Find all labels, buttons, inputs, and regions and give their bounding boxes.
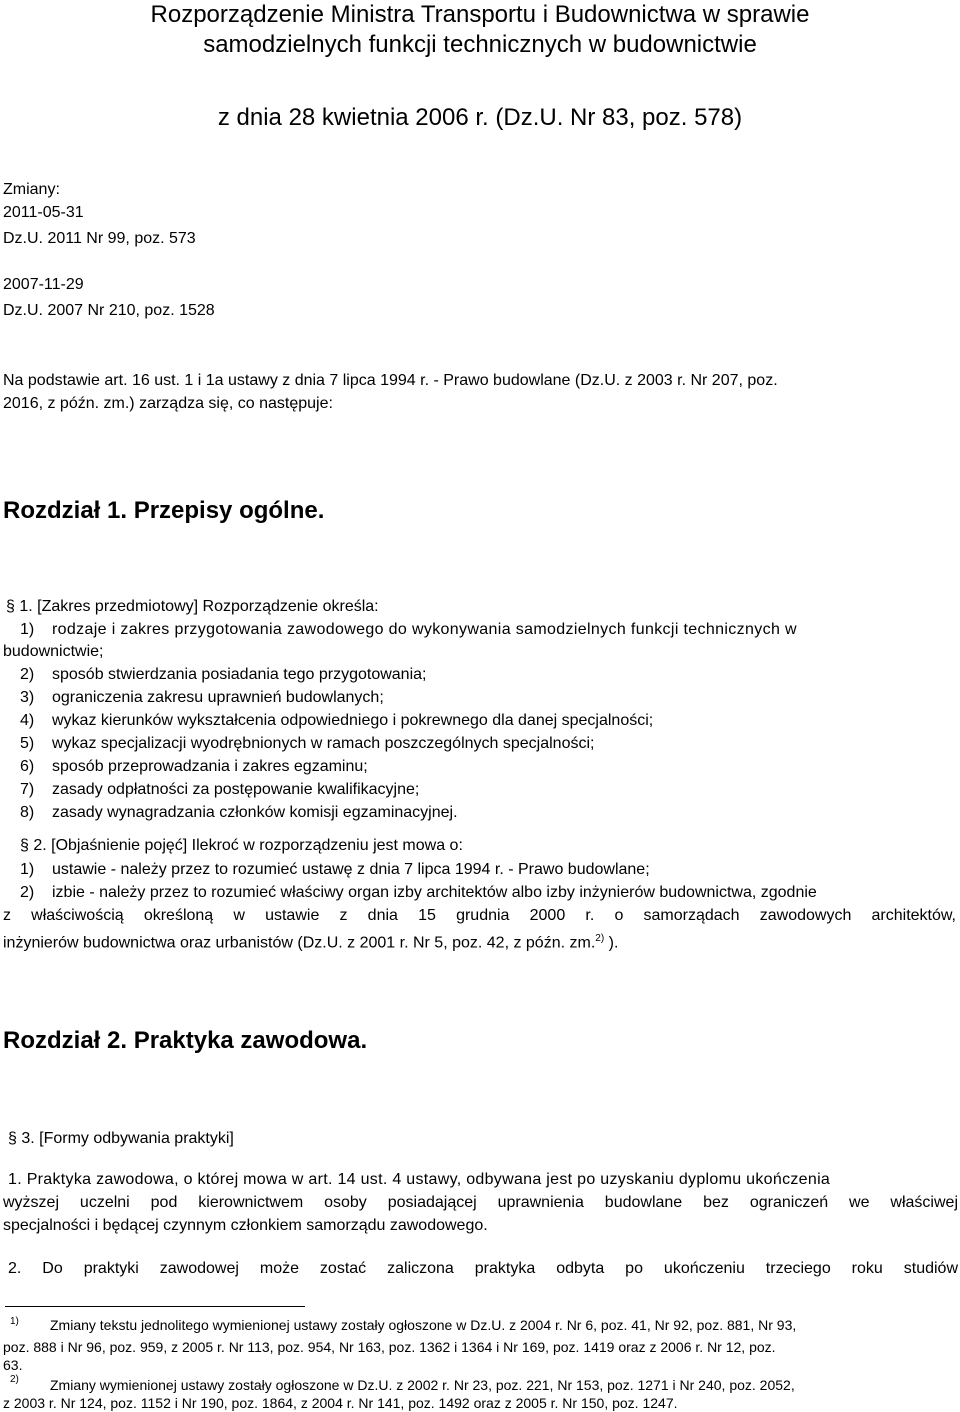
list-item-number: 1) xyxy=(20,621,35,638)
definition-item xyxy=(20,860,650,880)
footnote-text: Zmiany wymienionej ustawy zostały ogłoszone w Dz.U. z 2002 r. Nr 23, poz. 221, Nr 153, poz. 1271 i Nr 240, poz. 2052, xyxy=(50,1377,795,1393)
section-heading: § 1. [Zakres przedmiotowy] Rozporządzenie określa: xyxy=(6,598,379,615)
list-item-text: zasady wynagradzania członków komisji egzaminacyjnej. xyxy=(52,804,458,821)
list-item-text: zasady odpłatności za postępowanie kwalifikacyjne; xyxy=(52,781,420,798)
footnote-text: poz. 888 i Nr 96, poz. 959, z 2005 r. Nr 113, poz. 954, Nr 163, poz. 1362 i 1364 i Nr 169, poz. 1419 oraz z 2006 r. Nr 12, poz. xyxy=(3,1339,776,1355)
list-item xyxy=(20,620,957,640)
change-ref: Dz.U. 2011 Nr 99, poz. 573 xyxy=(3,230,196,247)
footnote-text: 63. xyxy=(3,1357,23,1373)
list-item xyxy=(20,780,419,800)
paragraph-line: specjalności i będącej czynnym członkiem samorządu zawodowego. xyxy=(3,1217,488,1234)
list-item-text: rodzaje i zakres przygotowania zawodowego do wykonywania samodzielnych funkcji technicznych w xyxy=(52,621,797,638)
preamble-line: Na podstawie art. 16 ust. 1 i 1a ustawy z dnia 7 lipca 1994 r. - Prawo budowlane (Dz.U. z 2003 r. Nr 207, poz. xyxy=(3,372,778,389)
list-item xyxy=(20,757,368,777)
definition-continuation: z właściwością określoną w ustawie z dnia 15 grudnia 2000 r. o samorządach zawodowych architektów, xyxy=(3,907,956,924)
list-item-number: 3) xyxy=(20,689,35,706)
list-item-number: 4) xyxy=(20,712,35,729)
footnote-mark: 1) xyxy=(10,1316,19,1327)
footnote-separator xyxy=(5,1306,305,1307)
list-item-number: 5) xyxy=(20,735,35,752)
list-item-text: sposób przeprowadzania i zakres egzaminu; xyxy=(52,758,368,775)
list-item xyxy=(20,803,458,823)
list-item xyxy=(20,734,594,754)
list-item-number: 2) xyxy=(20,884,35,901)
change-date: 2011-05-31 xyxy=(3,204,84,221)
document-title-line2: samodzielnych funkcji technicznych w budownictwie xyxy=(203,31,757,58)
footnote-ref[interactable]: 2) xyxy=(595,933,605,944)
footnote-mark: 2) xyxy=(10,1374,19,1385)
list-item-number: 8) xyxy=(20,804,35,821)
definition-text: izbie - należy przez to rozumieć właściwy organ izby architektów albo izby inżynierów budownictwa, zgodnie xyxy=(52,884,817,901)
definition-text: ustawie - należy przez to rozumieć ustawę z dnia 7 lipca 1994 r. - Prawo budowlane; xyxy=(52,861,650,878)
list-item-text: wykaz kierunków wykształcenia odpowiedniego i pokrewnego dla danej specjalności; xyxy=(52,712,654,729)
paragraph-line: wyższej uczelni pod kierownictwem osoby posiadającej uprawnienia budowlane bez ograniczeń we właściwej xyxy=(3,1194,958,1211)
definition-text: inżynierów budownictwa oraz urbanistów (Dz.U. z 2001 r. Nr 5, poz. 42, z późn. zm. xyxy=(3,934,596,952)
section-heading: § 2. [Objaśnienie pojęć] Ilekroć w rozporządzeniu jest mowa o: xyxy=(20,837,463,854)
change-date: 2007-11-29 xyxy=(3,276,84,293)
list-item xyxy=(20,665,426,685)
list-item-continuation: budownictwie; xyxy=(3,643,104,660)
paragraph-text: 1. Praktyka zawodowa, o której mowa w art. 14 ust. 4 ustawy, odbywana jest po uzyskaniu dyplomu ukończenia xyxy=(8,1171,831,1188)
chapter-heading: Rozdział 1. Przepisy ogólne. xyxy=(3,497,325,524)
list-item-number: 1) xyxy=(20,861,35,878)
footnote-marker xyxy=(10,1313,19,1334)
paragraph-line: 2. Do praktyki zawodowej może zostać zaliczona praktyka odbyta po ukończeniu trzeciego roku studiów xyxy=(8,1260,958,1277)
list-item xyxy=(20,711,653,731)
definition-item xyxy=(20,883,817,903)
footnote-text: Zmiany tekstu jednolitego wymienionej ustawy zostały ogłoszone w Dz.U. z 2004 r. Nr 6, poz. 41, Nr 92, poz. 881, Nr 93, xyxy=(50,1317,797,1333)
list-item-text: wykaz specjalizacji wyodrębnionych w ramach poszczególnych specjalności; xyxy=(52,735,595,752)
definition-text-end: ). xyxy=(604,934,619,952)
list-item-text: ograniczenia zakresu uprawnień budowlanych; xyxy=(52,689,384,706)
document-title-line1: Rozporządzenie Ministra Transportu i Budownictwa w sprawie xyxy=(150,1,810,28)
changes-label: Zmiany: xyxy=(3,181,60,198)
section-heading: § 3. [Formy odbywania praktyki] xyxy=(8,1130,234,1147)
definition-continuation xyxy=(3,929,618,953)
document-date: z dnia 28 kwietnia 2006 r. (Dz.U. Nr 83, poz. 578) xyxy=(217,104,743,131)
footnote-marker xyxy=(10,1371,19,1392)
change-ref: Dz.U. 2007 Nr 210, poz. 1528 xyxy=(3,302,215,319)
preamble-line: 2016, z późn. zm.) zarządza się, co następuje: xyxy=(3,395,333,412)
list-item-number: 2) xyxy=(20,666,35,683)
list-item-number: 6) xyxy=(20,758,35,775)
list-item-text: sposób stwierdzania posiadania tego przygotowania; xyxy=(52,666,427,683)
paragraph-line xyxy=(8,1170,958,1190)
footnote-text: z 2003 r. Nr 124, poz. 1152 i Nr 190, poz. 1864, z 2004 r. Nr 141, poz. 1492 oraz z 2005 r. Nr 150, poz. 1247. xyxy=(3,1395,678,1411)
list-item-number: 7) xyxy=(20,781,35,798)
chapter-heading: Rozdział 2. Praktyka zawodowa. xyxy=(3,1027,368,1054)
list-item xyxy=(20,688,384,708)
